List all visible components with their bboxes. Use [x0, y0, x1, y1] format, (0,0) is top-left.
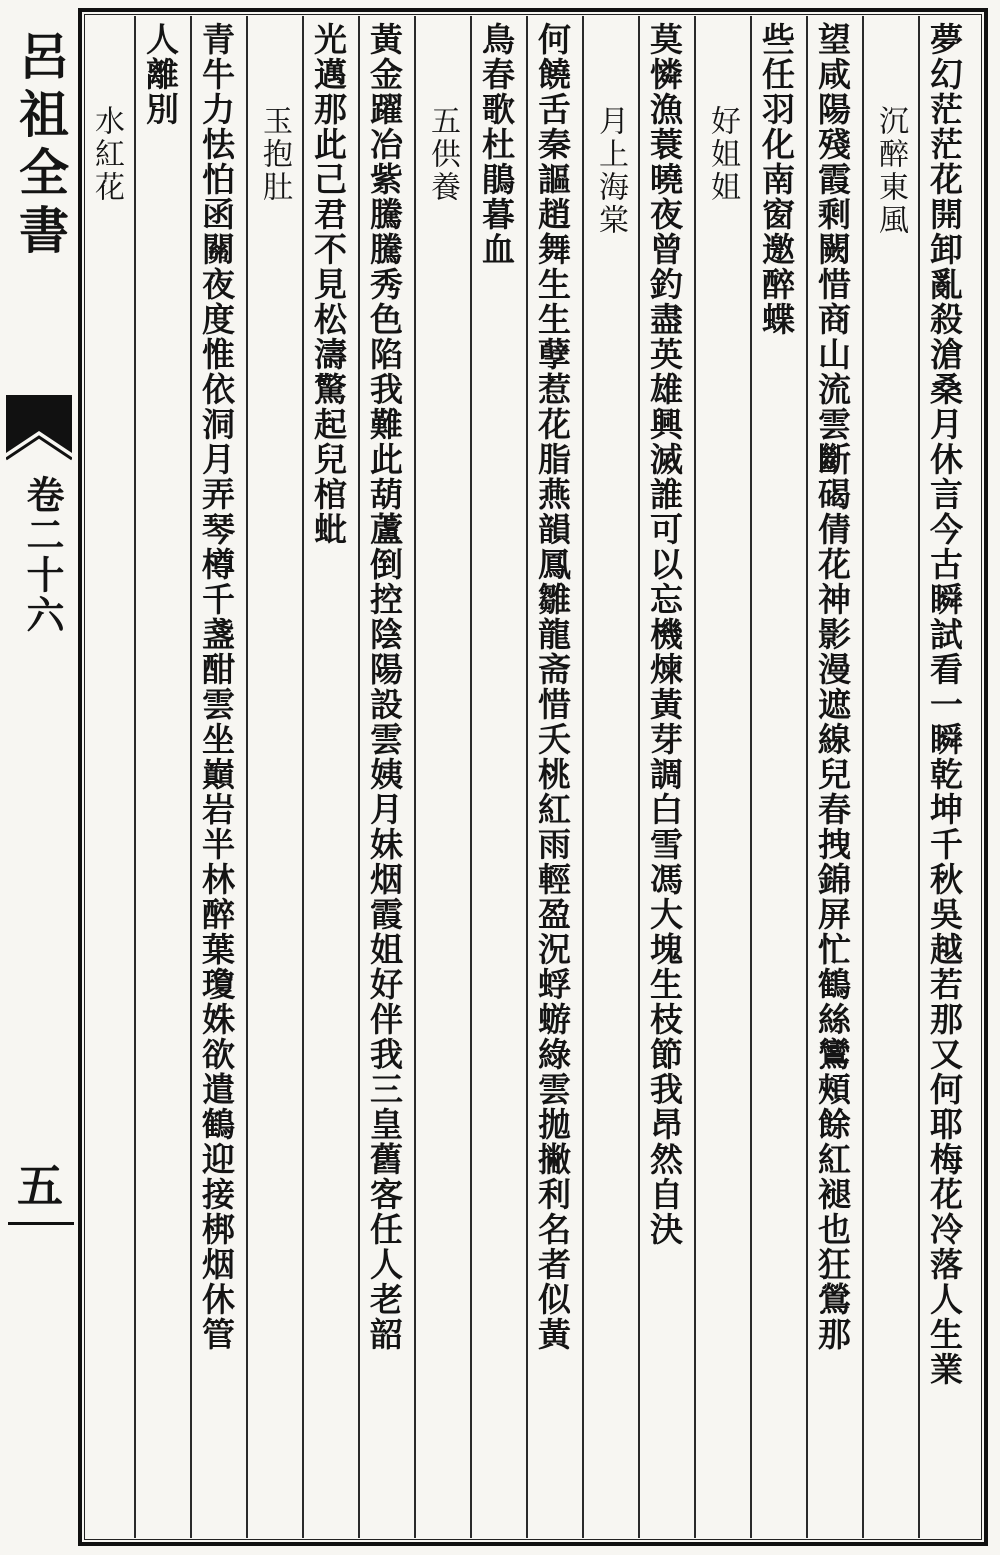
- column-rule: [302, 16, 304, 1538]
- text-column: 莫憐漁蓑曉夜曾釣盡英雄興滅誰可以忘機煉黃芽調白雪馮大塊生枝節我昂然自決: [645, 22, 684, 1247]
- column-rule: [414, 16, 416, 1538]
- column-rule: [526, 16, 528, 1538]
- book-title: 呂祖全書: [11, 30, 70, 262]
- text-column: 夢幻茫茫花開卸亂殺滄桑月休言今古瞬試看一瞬乾坤千秋吳越若那又何耶梅花冷落人生業: [925, 22, 964, 1387]
- text-column: 何饒舌秦謳趙舞生生孽惹花脂燕韻鳳雛龍斋惜夭桃紅雨輕盈況蜉蝣綠雲拋撇利名者似黃: [533, 22, 572, 1352]
- column-rule: [470, 16, 472, 1538]
- column-rule: [750, 16, 752, 1538]
- column-rule: [190, 16, 192, 1538]
- tune-heading: 五供養: [425, 105, 460, 204]
- page-number-rule: [8, 1222, 74, 1225]
- fish-tail-mark-icon: [6, 395, 72, 465]
- text-column: 光邁那此己君不見松濤驚起兒棺蚍: [309, 22, 348, 547]
- column-rule: [134, 16, 136, 1538]
- volume-label: 卷二十六: [20, 475, 65, 635]
- column-rule: [806, 16, 808, 1538]
- tune-heading: 玉抱肚: [257, 105, 292, 204]
- tune-heading: 月上海棠: [593, 105, 628, 237]
- text-column: 些任羽化南窗邀醉蝶: [757, 22, 796, 337]
- column-rule: [862, 16, 864, 1538]
- text-column: 黃金躍冶紫騰騰秀色陷我難此葫蘆倒控陰陽設雲姨月妹烟霞姐好伴我三皇舊客任人老韶: [365, 22, 404, 1352]
- column-rule: [358, 16, 360, 1538]
- tune-heading: 好姐姐: [705, 105, 740, 204]
- text-column: 人離別: [141, 22, 180, 127]
- text-column: 望咸陽殘霞剩闕惜商山流雲斷碣倩花神影漫遮線兒春拽錦屏忙鶴絲鸞頰餘紅褪也狂鶯那: [813, 22, 852, 1352]
- column-rule: [582, 16, 584, 1538]
- page-number: 五: [17, 1159, 63, 1213]
- text-column: 鳥春歌杜鵑暮血: [477, 22, 516, 267]
- column-rule: [246, 16, 248, 1538]
- column-rule: [694, 16, 696, 1538]
- column-rule: [638, 16, 640, 1538]
- text-column: 青牛力怯怕函關夜度惟依洞月弄琴樽千盞酣雲坐巔岩半林醉葉瓊姝欲遣鶴迎接梆烟休管: [197, 22, 236, 1352]
- tune-heading: 沉醉東風: [873, 105, 908, 237]
- column-rule: [918, 16, 920, 1538]
- tune-heading: 水紅花: [89, 105, 124, 204]
